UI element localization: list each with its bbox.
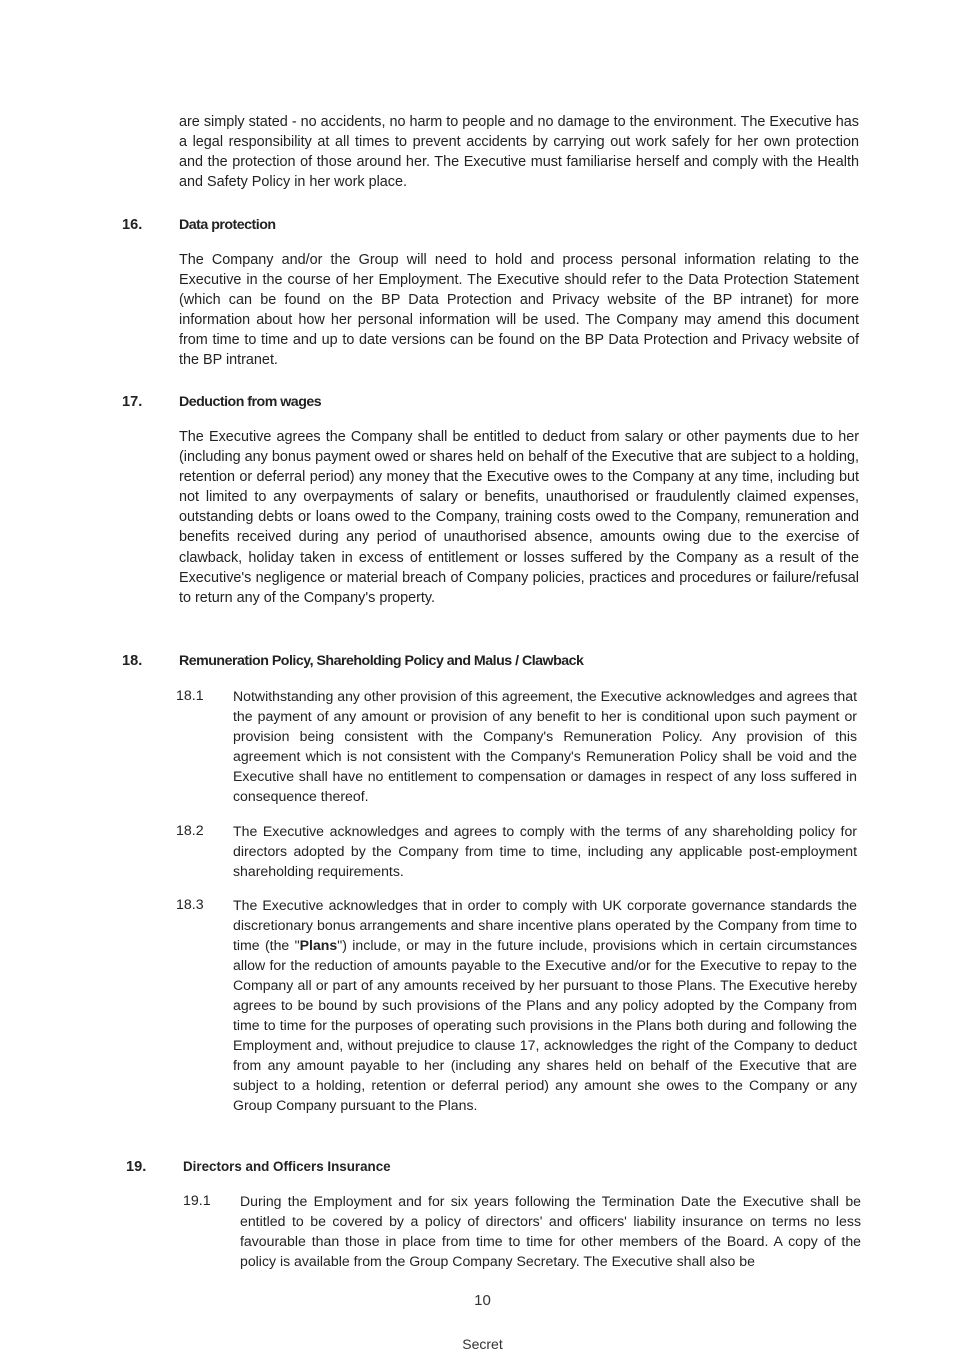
clause-18-2-number: 18.2	[176, 823, 204, 839]
clause-18-1-text: Notwithstanding any other provision of this agreement, the Executive acknowledges and agrees that the payment of any amount or provision of any benefit to her is conditional upon such payment or provision being consistent with the Company's Remuneration Policy. Any provision of this agreement which is not consistent with the Company's Remuneration Policy shall be void and the Executive shall have no entitlement to compensation or damages in respect of any loss suffered in consequence thereof.	[233, 688, 857, 804]
section-17-number: 17.	[122, 394, 143, 410]
clause-18-1-number: 18.1	[176, 688, 204, 704]
classification-footer: Secret	[462, 1336, 503, 1350]
clause-19-1-text: During the Employment and for six years following the Termination Date the Executive shall be entitled to be covered by a policy of directors' and officers' liability insurance on terms no less favourable than those in place from time to time for other members of the Board. A copy of the policy is available from the Group Company Secretary. The Executive shall also be	[240, 1193, 861, 1269]
section-17-heading: Deduction from wages	[179, 394, 322, 410]
clause-18-3-text-after: ") include, or may in the future include, provisions which in certain circumstances allow for the reduction of amounts payable to the Executive and/or for the Executive to repay to the Company all or part of any amounts received by her pursuant to those Plans. The Executive hereby agrees to be bound by such provisions of the Plans and any policy adopted by the Company from time to time for the purposes of operating such provisions in the Plans both during and following the Employment and, without prejudice to clause 17, acknowledges the right of the Company to deduct from any amount payable to her (including any shares held on behalf of the Executive that are subject to a holding, retention or deferral period) any amount she owes to the Company or any Group Company pursuant to the Plans.	[233, 937, 858, 1113]
clause-19-1-number: 19.1	[183, 1193, 211, 1209]
intro-paragraph: are simply stated - no accidents, no harm to people and no damage to the environment. The Executive has a legal responsibility at all times to prevent accidents by carrying out work safely for her own protection and the protection of those around her. The Executive must familiarise herself and comply with the Health and Safety Policy in her work place.	[179, 114, 859, 191]
clause-18-3-number: 18.3	[176, 897, 204, 913]
section-16-heading: Data protection	[179, 217, 276, 233]
defined-term-plans: Plans	[299, 937, 338, 953]
section-19-number: 19.	[126, 1159, 147, 1175]
clause-18-3-text	[233, 895, 857, 1115]
section-18-number: 18.	[122, 653, 143, 669]
section-18-heading: Remuneration Policy, Shareholding Policy and Malus / Clawback	[179, 653, 584, 669]
section-19-heading: Directors and Officers Insurance	[183, 1159, 391, 1174]
section-16-body: The Company and/or the Group will need to hold and process personal information relating to the Executive in the course of her Employment. The Executive should refer to the Data Protection Statement (which can be found on the BP Data Protection and Privacy website of the BP intranet) for more information about how her personal information will be used. The Company may amend this document from time to time and up to date versions can be found on the BP Data Protection and Privacy website of the BP intranet.	[179, 252, 859, 369]
clause-18-3-text-before: The Executive acknowledges that in order to comply with UK corporate governance standards the discretionary bonus arrangements and share incentive plans operated by the Company from time to time (the "	[233, 897, 857, 953]
clause-18-2-text: The Executive acknowledges and agrees to comply with the terms of any shareholding policy for directors adopted by the Company from time to time, including any applicable post-employment shareholding requirements.	[233, 823, 857, 879]
section-16-number: 16.	[122, 217, 143, 233]
page-number: 10	[474, 1292, 491, 1309]
section-17-body: The Executive agrees the Company shall be entitled to deduct from salary or other payments due to her (including any bonus payment owed or shares held on behalf of the Executive that are subject to a holding, retention or deferral period) any money that the Executive owes to the Company at any time, including but not limited to any overpayments of salary or benefits, unauthorised or fraudulently claimed expenses, outstanding debts or loans owed to the Company, training costs owed to the Company, remuneration and benefits received during any period of unauthorised absence, amounts owing due to the exercise of clawback, holiday taken in excess of entitlement or losses suffered by the Company as a result of the Executive's negligence or material breach of Company policies, practices and procedures or failure/refusal to return any of the Company's property.	[179, 429, 859, 606]
